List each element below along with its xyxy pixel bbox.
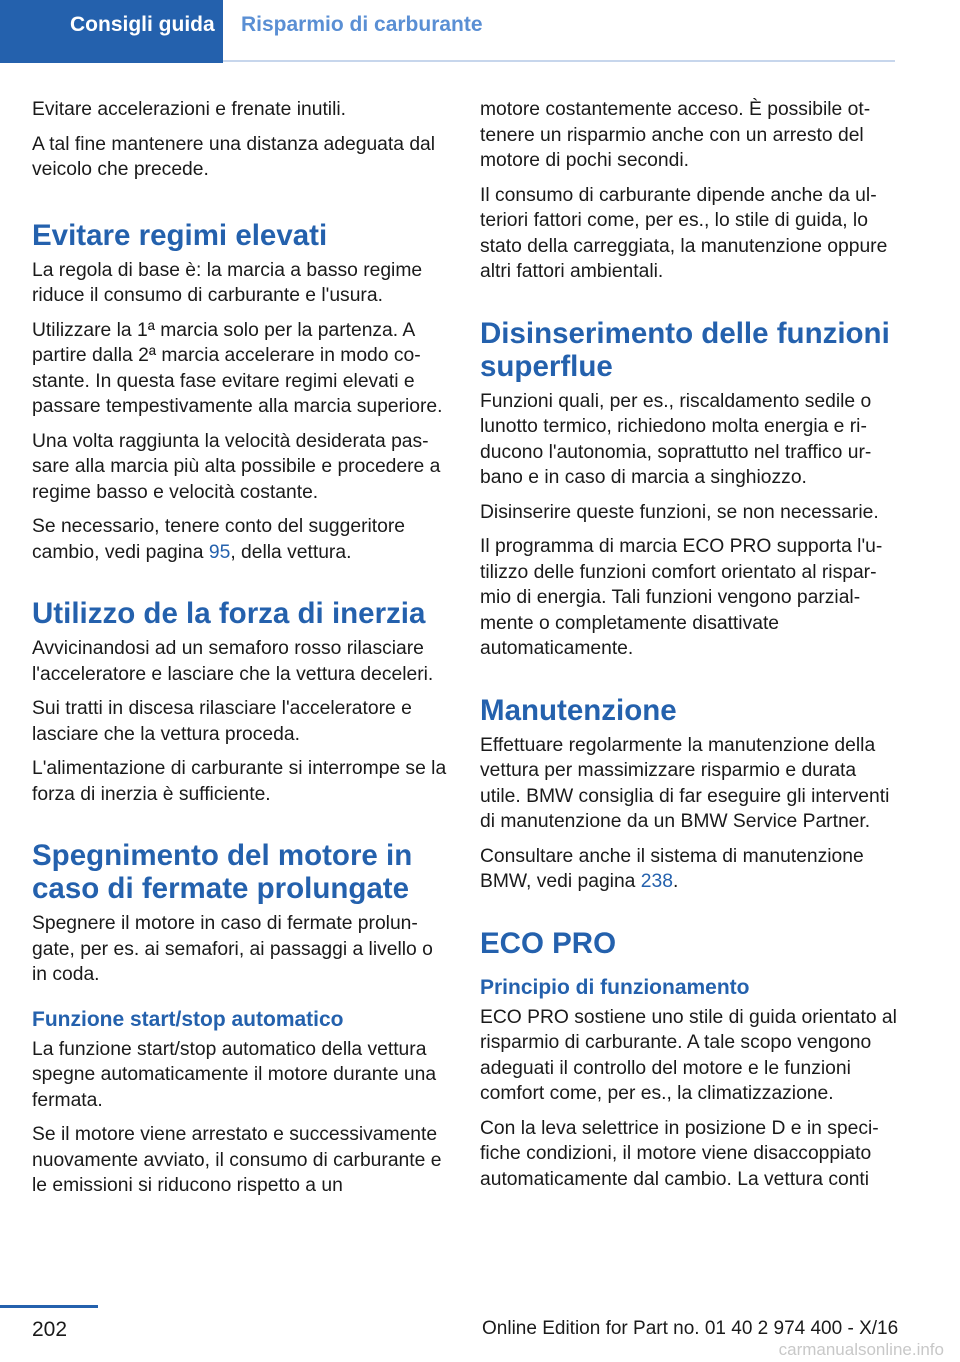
page-number: 202 <box>32 1318 68 1341</box>
header-divider <box>223 60 895 62</box>
paragraph: Consultare anche il sistema di manutenzione BMW, vedi pagina 238. <box>480 845 864 892</box>
paragraph: Effettuare regolarmente la manutenzione della vettura per massimizzare risparmio e durata utile. BMW consiglia di far eseguire gli interventi di manutenzione da un BMW Service Partner. <box>480 734 890 832</box>
paragraph: L'alimentazione di carburante si interrompe se la forza di inerzia è sufficiente. <box>32 758 447 805</box>
heading-eco-pro: ECO PRO <box>480 926 617 960</box>
paragraph: Sui tratti in discesa rilasciare l'acceleratore e lasciare che la vettura proceda. <box>32 698 412 745</box>
heading-forza-inerzia: Utilizzo de la forza di inerzia <box>32 597 426 630</box>
footer-divider <box>0 1305 98 1308</box>
heading-evitare-regimi: Evitare regimi elevati <box>32 218 328 252</box>
paragraph: Il consumo di carburante dipende anche da ulteriori fattori come, per es., lo stile di guida, lo stato della carreggiata, la manutenzione oppure altri fattori ambientali. <box>480 184 888 282</box>
right-column <box>480 97 900 1201</box>
paragraph: ECO PRO sostiene uno stile di guida orientato al risparmio di carburante. A tale scopo vengono adeguati il controllo del motore e le funzioni comfort come, per es., la climatizzazione. <box>480 1006 897 1104</box>
paragraph: Utilizzare la 1ª marcia solo per la partenza. A partire dalla 2ª marcia accelerare in modo costante. In questa fase evitare regimi elevati e passare tempestivamente alla marcia superiore. <box>32 319 443 417</box>
paragraph: Una volta raggiunta la velocità desiderata passare alla marcia più alta possibile e procedere a regime basso e velocità costante. <box>32 430 441 503</box>
subheading-principio: Principio di funzionamento <box>480 975 750 999</box>
heading-disinserimento-funzioni: Disinserimento delle funzioni superflue <box>480 316 890 383</box>
paragraph: Disinserire queste funzioni, se non necessarie. <box>480 501 879 523</box>
paragraph: La regola di base è: la marcia a basso regime riduce il consumo di carburante e l'usura. <box>32 259 423 306</box>
heading-manutenzione: Manutenzione <box>480 693 677 727</box>
page-header <box>0 0 895 63</box>
page-link-95[interactable]: 95 <box>208 541 231 563</box>
watermark: carmanualsonline.info <box>778 1340 944 1359</box>
subheading-start-stop: Funzione start/stop automatico <box>32 1007 344 1031</box>
paragraph: Il programma di marcia ECO PRO supporta l'utilizzo delle funzioni comfort orientato al risparmio di energia. Tali funzioni vengono parzialmente o completamente disattivate automaticamente. <box>480 536 883 659</box>
left-column <box>32 97 452 1208</box>
paragraph: Avvicinandosi ad un semaforo rosso rilasciare l'acceleratore e lasciare che la vettura deceleri. <box>32 638 434 685</box>
section-title[interactable]: Risparmio di carburante <box>241 13 483 36</box>
edition-note: Online Edition for Part no. 01 40 2 974 400 - X/16 <box>482 1318 899 1339</box>
paragraph: A tal fine mantenere una distanza adeguata dal veicolo che precede. <box>32 133 436 180</box>
paragraph: Evitare accelerazioni e frenate inutili. <box>32 99 347 120</box>
paragraph: Funzioni quali, per es., riscaldamento sedile o lunotto termico, richiedono molta energia e riducono l'autonomia, soprattutto nel traffico urbano e in caso di marcia a singhiozzo. <box>480 390 872 488</box>
chapter-tab[interactable]: Consigli guida <box>0 0 223 63</box>
paragraph: La funzione start/stop automatico della vettura spegne automaticamente il motore durante una fermata. <box>32 1038 437 1111</box>
paragraph: Con la leva selettrice in posizione D e in specifiche condizioni, il motore viene disaccoppiato automaticamente dal cambio. La vettura conti <box>480 1117 879 1190</box>
page-link-238[interactable]: 238 <box>640 871 673 892</box>
paragraph: motore costantemente acceso. È possibile ottenere un risparmio anche con un arresto del motore di pochi secondi. <box>480 99 871 171</box>
paragraph: Se necessario, tenere conto del suggeritore cambio, vedi pagina 95, della vettura. <box>32 516 405 563</box>
paragraph: Se il motore viene arrestato e successivamente nuovamente avviato, il consumo di carburante e le emissioni si riducono rispetto a un <box>32 1124 442 1196</box>
paragraph: Spegnere il motore in caso di fermate prolungate, per es. ai semafori, ai passaggi a livello o in coda. <box>32 913 433 985</box>
heading-spegnimento-motore: Spegnimento del motore in caso di fermate prolungate <box>32 839 413 905</box>
